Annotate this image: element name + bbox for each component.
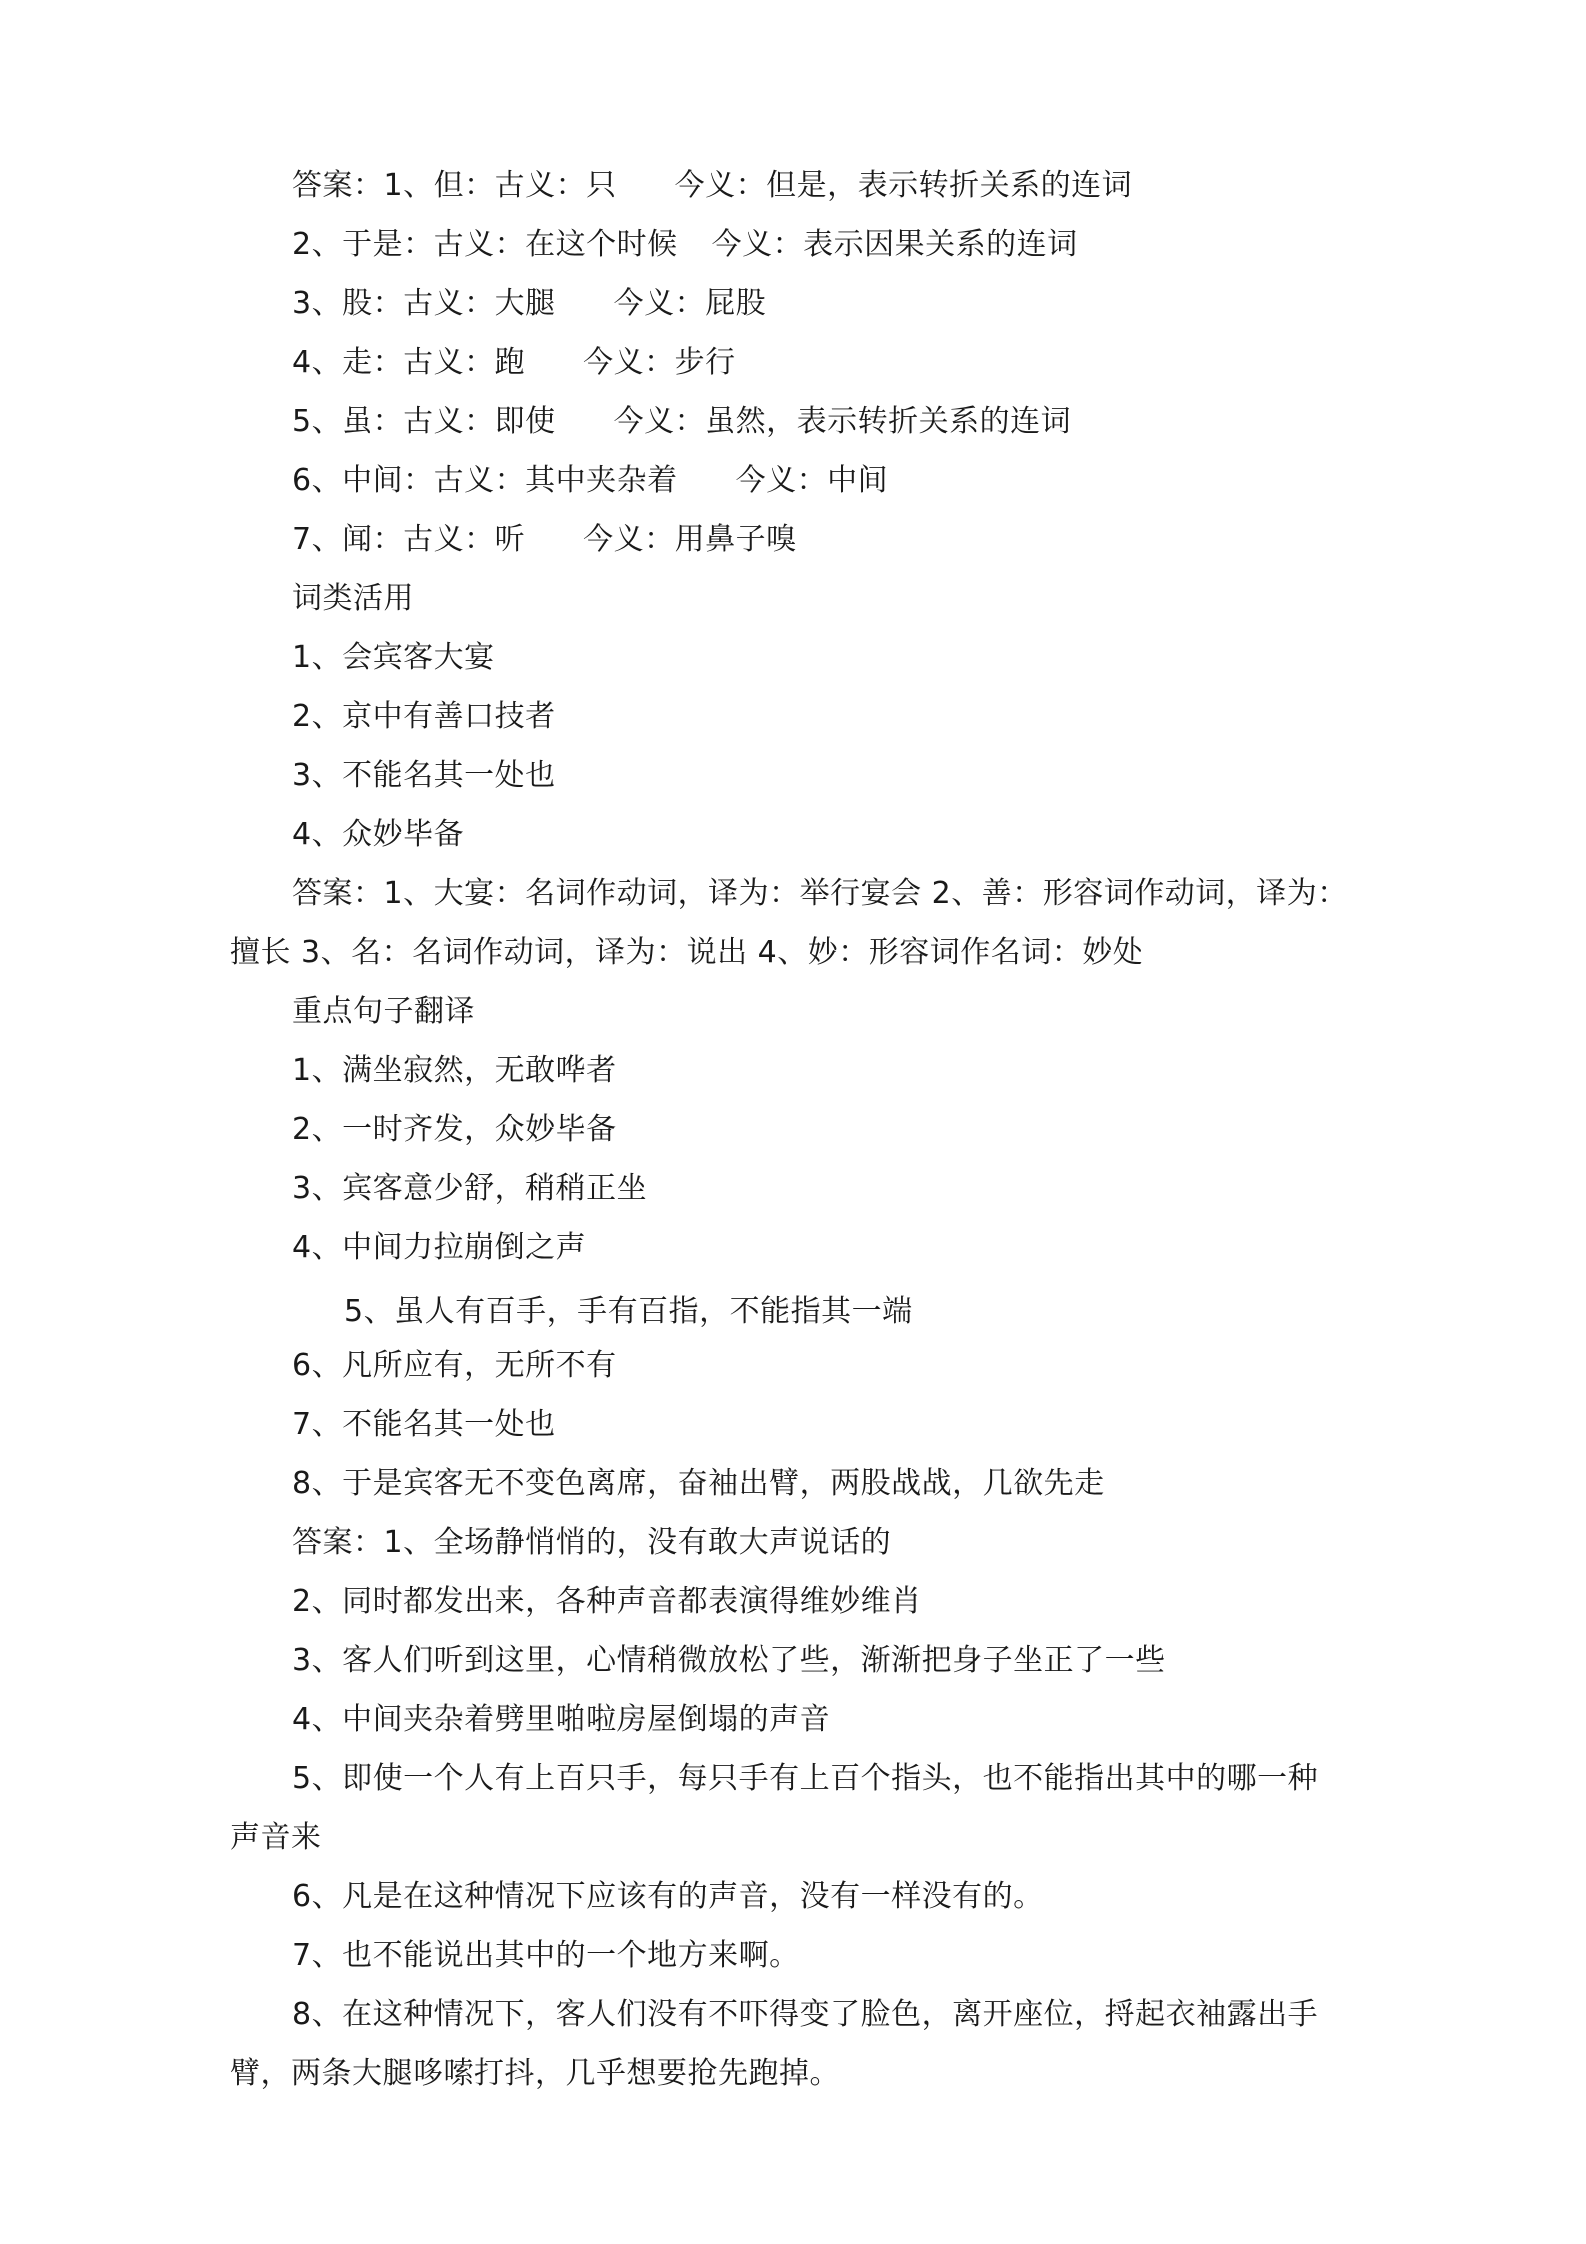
old-meaning: 2、于是：古义：在这个时候 [292, 227, 678, 262]
old-meaning: 7、闻：古义：听 [292, 522, 526, 557]
gujin-answer-7 [292, 520, 797, 560]
gujin-answer-4 [292, 343, 736, 383]
list-item: 2、京中有善口技者 [292, 699, 556, 734]
translation-answer: 6、凡是在这种情况下应该有的声音，没有一样没有的。 [292, 1879, 1044, 1914]
translation-answer: 2、同时都发出来，各种声音都表演得维妙维肖 [292, 1584, 922, 1619]
word-class-answer-line2: 擅长 3、名：名词作动词，译为：说出 4、妙：形容词作名词：妙处 [230, 935, 1144, 970]
section-heading-word-class: 词类活用 [292, 581, 414, 616]
new-meaning: 今义：用鼻子嗅 [583, 522, 797, 557]
gujin-answer-6 [292, 461, 888, 501]
list-item: 7、不能名其一处也 [292, 1407, 556, 1442]
list-item: 6、凡所应有，无所不有 [292, 1348, 617, 1383]
list-item: 1、会宾客大宴 [292, 640, 495, 675]
new-meaning: 今义：步行 [583, 345, 736, 380]
list-item: 4、中间力拉崩倒之声 [292, 1230, 587, 1265]
list-item: 8、于是宾客无不变色离席，奋袖出臂，两股战战，几欲先走 [292, 1466, 1105, 1501]
old-meaning: 4、走：古义：跑 [292, 345, 526, 380]
new-meaning: 今义：屁股 [613, 286, 767, 321]
section-heading-translation: 重点句子翻译 [292, 994, 475, 1029]
list-item: 1、满坐寂然，无敢哗者 [292, 1053, 617, 1088]
translation-answer: 8、在这种情况下，客人们没有不吓得变了脸色，离开座位，捋起衣袖露出手 [292, 1997, 1319, 2032]
translation-answer: 4、中间夹杂着劈里啪啦房屋倒塌的声音 [292, 1702, 831, 1737]
translation-answer: 7、也不能说出其中的一个地方来啊。 [292, 1938, 800, 1973]
old-meaning: 答案：1、但：古义：只 [292, 168, 617, 203]
word-class-answer-line1: 答案：1、大宴：名词作动词，译为：举行宴会 2、善：形容词作动词，译为： [292, 876, 1348, 911]
gujin-answer-5 [292, 402, 1071, 442]
list-item: 4、众妙毕备 [292, 817, 465, 852]
new-meaning: 今义：但是，表示转折关系的连词 [674, 168, 1133, 203]
new-meaning: 今义：虽然，表示转折关系的连词 [613, 404, 1072, 439]
new-meaning: 今义：中间 [735, 463, 889, 498]
old-meaning: 6、中间：古义：其中夹杂着 [292, 463, 678, 498]
translation-answer: 5、即使一个人有上百只手，每只手有上百个指头，也不能指出其中的哪一种 [292, 1761, 1319, 1796]
gujin-answer-2 [292, 225, 1078, 265]
old-meaning: 3、股：古义：大腿 [292, 286, 556, 321]
list-item: 3、不能名其一处也 [292, 758, 556, 793]
list-item: 5、虽人有百手，手有百指，不能指其一端 [344, 1294, 913, 1329]
list-item: 2、一时齐发，众妙毕备 [292, 1112, 617, 1147]
gujin-answer-3 [292, 284, 766, 324]
translation-answer-continued: 臂，两条大腿哆嗦打抖，几乎想要抢先跑掉。 [230, 2056, 840, 2091]
gujin-answer-1 [292, 166, 1132, 206]
list-item: 3、宾客意少舒，稍稍正坐 [292, 1171, 648, 1206]
translation-answer: 3、客人们听到这里，心情稍微放松了些，渐渐把身子坐正了一些 [292, 1643, 1166, 1678]
translation-answer: 答案：1、全场静悄悄的，没有敢大声说话的 [292, 1525, 892, 1560]
old-meaning: 5、虽：古义：即使 [292, 404, 556, 439]
new-meaning: 今义：表示因果关系的连词 [711, 227, 1078, 262]
translation-answer-continued: 声音来 [230, 1820, 322, 1855]
